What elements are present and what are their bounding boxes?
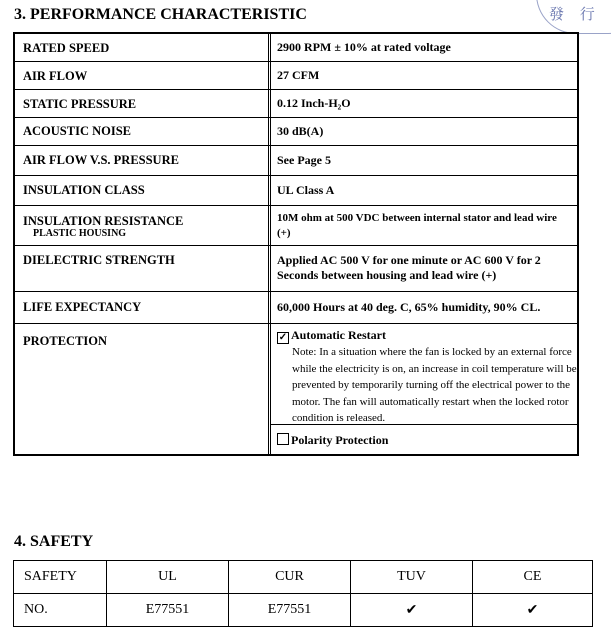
row-value: 0.12 Inch-H₂O bbox=[277, 96, 351, 110]
performance-table bbox=[13, 32, 579, 456]
header-cell: TUV bbox=[351, 561, 473, 594]
header-cell: CUR bbox=[229, 561, 351, 594]
row-label: AIR FLOW V.S. PRESSURE bbox=[23, 153, 179, 167]
header-cell: CE bbox=[473, 561, 593, 594]
auto-restart-label: Automatic Restart bbox=[291, 328, 386, 342]
row-label: STATIC PRESSURE bbox=[23, 97, 137, 111]
table-row bbox=[15, 62, 577, 90]
table-row bbox=[15, 34, 577, 62]
table-row bbox=[15, 206, 577, 246]
row-label: RATED SPEED bbox=[23, 41, 110, 55]
issue-stamp bbox=[536, 0, 611, 34]
safety-table bbox=[13, 560, 593, 627]
check-icon: ✔ bbox=[351, 594, 473, 627]
row-value: See Page 5 bbox=[277, 153, 331, 167]
row-value: 27 CFM bbox=[277, 68, 320, 82]
row-cell: E77551 bbox=[229, 594, 351, 627]
polarity-option bbox=[277, 432, 573, 448]
table-row bbox=[15, 324, 577, 454]
row-label: DIELECTRIC STRENGTH bbox=[23, 253, 175, 267]
row-label: ACOUSTIC NOISE bbox=[23, 124, 132, 138]
check-icon: ✔ bbox=[473, 594, 593, 627]
row-value: 2900 RPM ± 10% at rated voltage bbox=[277, 40, 451, 54]
table-row bbox=[14, 594, 593, 627]
section-title-safety: 4. SAFETY bbox=[14, 533, 94, 550]
section-title-performance: 3. PERFORMANCE CHARACTERISTIC bbox=[14, 6, 307, 23]
table-row bbox=[15, 146, 577, 176]
auto-restart-option bbox=[277, 328, 573, 343]
row-value: 30 dB(A) bbox=[277, 124, 324, 138]
row-label: LIFE EXPECTANCY bbox=[23, 300, 142, 314]
row-label: INSULATION CLASS bbox=[23, 183, 145, 197]
row-label: INSULATION RESISTANCE bbox=[23, 214, 184, 228]
table-header-row bbox=[14, 561, 593, 594]
table-row bbox=[15, 118, 577, 146]
table-row bbox=[15, 246, 577, 292]
checkbox-unchecked-icon bbox=[277, 433, 289, 445]
row-label: AIR FLOW bbox=[23, 69, 88, 83]
row-sublabel: PLASTIC HOUSING bbox=[33, 228, 127, 239]
row-value: 10M ohm at 500 VDC between internal stator and lead wire (+) bbox=[277, 212, 557, 239]
auto-restart-note: Note: In a situation where the fan is locked by an external force while the electricity is on, an increase in coil temperature will be prevented by temporarily turning off the electrical power to the motor. The fan will automatically restart when the locked rotor condition is released. bbox=[292, 346, 577, 424]
checkbox-checked-icon: ✓ bbox=[278, 332, 288, 343]
row-value: Applied AC 500 V for one minute or AC 600 V for 2 Seconds between housing and lead wire (+) bbox=[277, 253, 541, 282]
row-cell: NO. bbox=[14, 594, 107, 627]
row-value: 60,000 Hours at 40 deg. C, 65% humidity, 90% CL. bbox=[277, 300, 541, 314]
row-value: UL Class A bbox=[277, 183, 335, 197]
row-cell: E77551 bbox=[107, 594, 229, 627]
table-row bbox=[15, 90, 577, 118]
row-label: PROTECTION bbox=[23, 334, 108, 348]
table-row bbox=[15, 176, 577, 206]
header-cell: UL bbox=[107, 561, 229, 594]
table-row bbox=[15, 292, 577, 324]
header-cell: SAFETY bbox=[14, 561, 107, 594]
polarity-label: Polarity Protection bbox=[291, 433, 389, 447]
stamp-text: 發 行 bbox=[549, 7, 601, 23]
